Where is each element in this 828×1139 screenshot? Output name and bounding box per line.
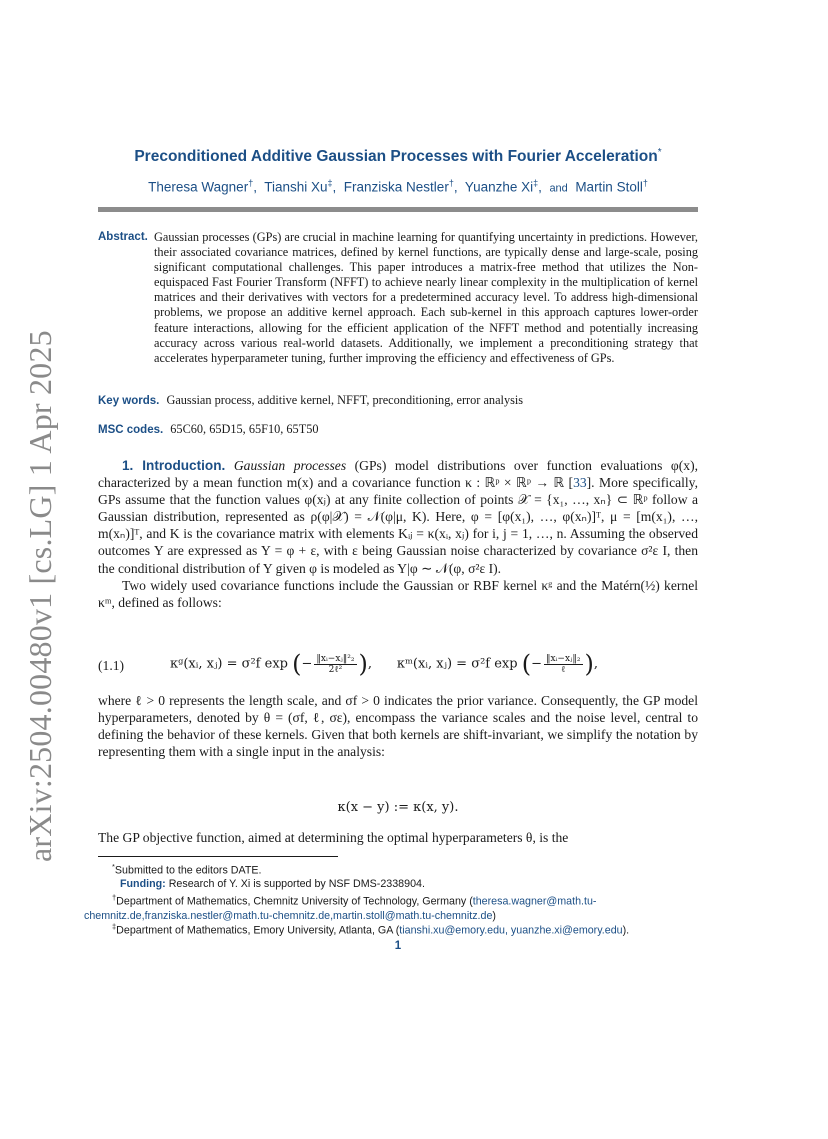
footnote-funding xyxy=(120,877,425,892)
intro-paragraph-2: Two widely used covariance functions include the Gaussian or RBF kernel κᵍ and the Matérn(½) kernel κᵐ, defined as follows: xyxy=(98,577,698,610)
intro-paragraph-1b: ]. More specifically, GPs assume that the function values φ(xⱼ) at any finite collection of points 𝒳 = {x₁, …, xₙ} ⊂ ℝᵖ follow a Gaussian distribution, represented as ρ(φ|𝒳) = 𝒩(φ|μ, K). Here, φ = [φ(x₁), …, φ(xₙ)]ᵀ, μ = [m(x₁), …, m(xₙ)]ᵀ, and K is the covariance matrix with elements Kᵢⱼ = κ(xᵢ, xⱼ) for i, j = 1, …, n. Assuming the observed outcomes Y are expressed as Y = φ + ε, with ε being Gaussian noise characterized by covariance σ²ε I, then the conditional distribution of Y given φ is modeled as Y|φ ∼ 𝒩(φ, σ²ε I). xyxy=(98,475,698,576)
gaussian-kernel-lhs: κᵍ(xᵢ, xⱼ) = σ²f exp xyxy=(170,656,288,672)
abstract-text: Gaussian processes (GPs) are crucial in machine learning for quantifying uncertainty in predictions. However, their associated covariance matrices, defined by kernel functions, are typically dense and large-scale, posing significant computational challenges. This paper introduces a matrix-free method that utilizes the Non-equispaced Fast Fourier Transform (NFFT) to achieve nearly linear complexity in the multiplication of kernel matrices and their derivatives with vectors for a predetermined accuracy level. To address high-dimensional problems, we propose an additive kernel approach. Each sub-kernel in this approach captures lower-order feature interactions, allowing for the efficient application of the NFFT method and potentially increasing accuracy across various real-world datasets. Additionally, we implement a preconditioning strategy that accelerates hyperparameter tuning, further improving the efficiency and effectiveness of GPs. xyxy=(154,230,698,365)
msc-text: 65C60, 65D15, 65F10, 65T50 xyxy=(170,422,319,436)
funding-text: Research of Y. Xi is supported by NSF DMS-2338904. xyxy=(168,878,425,890)
footnote-chemnitz: †Department of Mathematics, Chemnitz University of Technology, Germany (theresa.wagner@math.tu- chemnitz.de,franziska.nestler@math.tu-chemnitz.de,martin.stoll@math.tu-chemnitz.de) xyxy=(84,893,597,923)
fraction-denominator: ℓ xyxy=(561,664,566,675)
objective-paragraph: The GP objective function, aimed at determining the optimal hyperparameters θ, is the xyxy=(98,830,569,845)
author-mark: † xyxy=(448,178,454,188)
author-mark: ‡ xyxy=(327,178,333,188)
arxiv-identifier-stamp: arXiv:2504.00480v1 [cs.LG] 1 Apr 2025 xyxy=(22,330,58,862)
author-name: Martin Stoll xyxy=(575,179,643,195)
fraction-denominator: 2ℓ² xyxy=(328,664,343,675)
abstract xyxy=(98,230,698,366)
intro-paragraph-1a: (GPs) model distributions over function evaluations φ(x), characterized by a mean function m(x) and a covariance function κ : ℝᵖ × ℝᵖ → ℝ [ xyxy=(98,458,698,491)
author-list: Theresa Wagner†, Tianshi Xu‡, Franziska Nestler†, Yuanzhe Xi‡, and Martin Stoll† xyxy=(148,178,648,195)
author-name: Tianshi Xu xyxy=(264,179,328,195)
msc-label: MSC codes. xyxy=(98,424,164,436)
emory-email-link[interactable]: tianshi.xu@emory.edu, yuanzhe.xi@emory.edu xyxy=(399,924,623,937)
paper-title-text: Preconditioned Additive Gaussian Processes with Fourier Acceleration xyxy=(134,148,658,166)
page-number: 1 xyxy=(394,940,402,952)
footnote-divider xyxy=(98,856,338,857)
author-name: Yuanzhe Xi xyxy=(464,179,534,195)
gaussian-fraction xyxy=(314,654,356,675)
keywords xyxy=(98,393,698,408)
intro-term: Gaussian processes xyxy=(233,458,347,473)
author-mark: † xyxy=(248,178,254,188)
matern-fraction xyxy=(544,654,583,675)
chemnitz-email-link-cont[interactable]: chemnitz.de,franziska.nestler@math.tu-chemnitz.de,martin.stoll@math.tu-chemnitz.de xyxy=(84,910,493,923)
chemnitz-email-link[interactable]: theresa.wagner@math.tu- xyxy=(472,895,597,908)
section-heading: 1. Introduction. xyxy=(122,458,226,473)
footnote-emory: ‡Department of Mathematics, Emory University, Atlanta, GA (tianshi.xu@emory.edu, yuanzhe.xi@emory.edu). xyxy=(112,922,630,937)
emory-close: ). xyxy=(622,924,630,937)
author-name: Theresa Wagner xyxy=(148,179,249,195)
shift-invariant-equation: κ(x − y) := κ(x, y). xyxy=(337,800,459,815)
equation-1-1 xyxy=(98,650,698,684)
paper-title xyxy=(98,147,698,166)
funding-label: Funding: xyxy=(120,878,166,890)
equation-content: κᵍ(xᵢ, xⱼ) = σ²f exp (− $\frac{\text{‖xᵢ−xⱼ‖²₂}}{\text{2ℓ²}}$ ), κᵐ(xᵢ, xⱼ) = σ²f exp (− $\frac{\text{‖xᵢ−xⱼ‖₂}}{\text{ℓ}}$ ), xyxy=(170,650,599,678)
msc-codes xyxy=(98,422,698,437)
abstract-label: Abstract. xyxy=(98,231,148,243)
keywords-text: Gaussian process, additive kernel, NFFT, preconditioning, error analysis xyxy=(166,393,524,407)
keywords-label: Key words. xyxy=(98,395,160,407)
introduction-section xyxy=(98,457,698,611)
title-footnote-mark: * xyxy=(657,147,662,158)
chemnitz-affiliation: Department of Mathematics, Chemnitz University of Technology, Germany ( xyxy=(116,895,473,908)
fraction-numerator: ‖xᵢ−xⱼ‖₂ xyxy=(546,653,581,664)
matern-kernel-lhs: κᵐ(xᵢ, xⱼ) = σ²f exp xyxy=(396,656,518,672)
chemnitz-close: ) xyxy=(492,910,496,923)
after-equation-paragraph: where ℓ > 0 represents the length scale, and σf > 0 indicates the prior variance. Consequently, the GP model hyperparameters, denoted by θ = (σf, ℓ, σε), encompass the variance scales and the noise level, central to defining the behavior of these kernels. Given that both kernels are shift-invariant, we simplify the notation by representing them with a single input in the analysis: xyxy=(98,693,698,760)
author-mark: ‡ xyxy=(533,178,539,188)
footnote-submitted: *Submitted to the editors DATE. xyxy=(112,862,262,877)
author-and: and xyxy=(549,182,568,195)
author-mark: † xyxy=(642,178,648,188)
fraction-numerator: ‖xᵢ−xⱼ‖²₂ xyxy=(316,653,355,664)
title-divider xyxy=(98,207,698,212)
footnote-submitted-text: Submitted to the editors DATE. xyxy=(114,864,262,877)
citation-link[interactable]: 33 xyxy=(573,475,587,491)
author-name: Franziska Nestler xyxy=(343,179,449,195)
emory-affiliation: Department of Mathematics, Emory University, Atlanta, GA ( xyxy=(116,924,400,937)
equation-number: (1.1) xyxy=(98,658,125,673)
